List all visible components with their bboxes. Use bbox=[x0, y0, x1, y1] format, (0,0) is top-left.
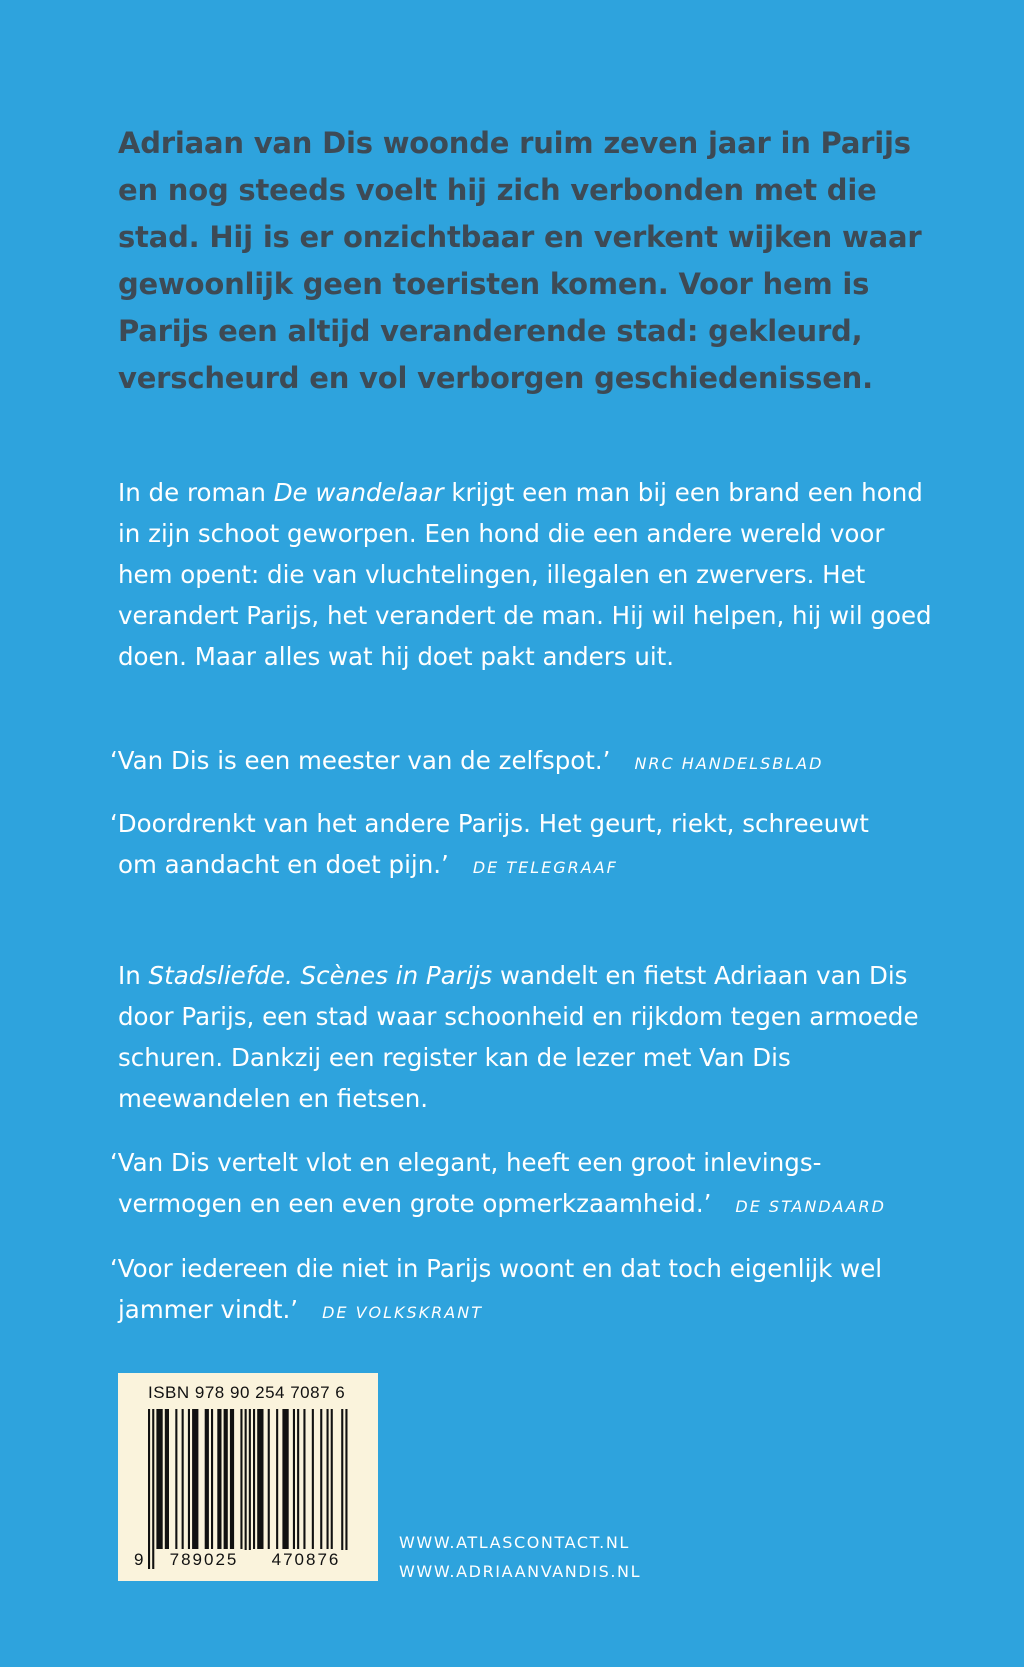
quote-text-line1: ‘Doordrenkt van het andere Parijs. Het geurt, riekt, schreeuwt bbox=[110, 809, 869, 838]
quote-volkskrant bbox=[110, 1248, 940, 1333]
barcode-bar bbox=[253, 1409, 255, 1549]
barcode-bar bbox=[327, 1409, 329, 1549]
barcode-bar bbox=[217, 1409, 221, 1549]
barcode-bar bbox=[257, 1409, 263, 1549]
book1-title: De wandelaar bbox=[273, 478, 444, 507]
websites bbox=[399, 1528, 641, 1586]
quote-text: ‘Van Dis is een meester van de zelfspot.’ bbox=[110, 746, 611, 775]
quote-text-line1: ‘Voor iedereen die niet in Parijs woont en dat toch eigenlijk wel bbox=[110, 1254, 883, 1283]
barcode-bar bbox=[331, 1409, 333, 1549]
quote-source: DE VOLKSKRANT bbox=[322, 1303, 483, 1322]
quote-telegraaf bbox=[110, 803, 940, 888]
barcode-bar bbox=[188, 1409, 190, 1549]
barcode-bar bbox=[345, 1409, 347, 1569]
barcode-bar bbox=[245, 1409, 247, 1569]
quote-source: DE TELEGRAAF bbox=[472, 858, 618, 877]
barcode-bar bbox=[152, 1409, 154, 1569]
ean-right-digits: 470876 bbox=[258, 1550, 354, 1570]
barcode-bar bbox=[211, 1409, 213, 1549]
barcode-bar bbox=[320, 1409, 322, 1549]
website-adriaanvandis[interactable]: WWW.ADRIAANVANDIS.NL bbox=[399, 1562, 642, 1581]
book2-prefix: In bbox=[118, 961, 149, 990]
barcode-bar bbox=[205, 1409, 209, 1549]
barcode-bar bbox=[341, 1409, 343, 1569]
barcode-bar bbox=[192, 1409, 198, 1549]
ean-left-digits: 789025 bbox=[156, 1550, 252, 1570]
barcode-bar bbox=[312, 1409, 314, 1549]
quote-source: DE STANDAARD bbox=[735, 1197, 886, 1216]
barcode bbox=[118, 1373, 378, 1581]
barcode-bar bbox=[165, 1409, 169, 1549]
quote-text-line2: vermogen en een even grote opmerkzaamheid.’ bbox=[118, 1189, 712, 1218]
quote-text-line2: jammer vindt.’ bbox=[118, 1295, 299, 1324]
quote-nrc bbox=[110, 740, 940, 784]
barcode-bar bbox=[303, 1409, 305, 1549]
barcode-bar bbox=[182, 1409, 184, 1549]
barcode-bar bbox=[249, 1409, 251, 1569]
book1-description bbox=[118, 472, 938, 677]
book1-prefix: In de roman bbox=[118, 478, 274, 507]
book2-suffix: wandelt en fietst Adriaan van Dis door Parijs, een stad waar schoonheid en rijkdom tegen armoede schuren. Dankzij een register kan de lezer met Van Dis meewandelen en fietsen. bbox=[118, 961, 919, 1113]
barcode-bar bbox=[224, 1409, 228, 1549]
book1-suffix: krijgt een man bij een brand een hond in zijn schoot geworpen. Een hond die een andere wereld voor hem opent: die van vluchtelingen, illegalen en zwervers. Het verandert Parijs, het verandert de man. Hij wil helpen, hij wil goed doen. Maar alles wat hij doet pakt anders uit. bbox=[118, 478, 932, 671]
quote-text-line2: om aandacht en doet pijn.’ bbox=[118, 850, 449, 879]
barcode-bar bbox=[297, 1409, 299, 1549]
barcode-bar bbox=[230, 1409, 234, 1549]
quote-standaard bbox=[110, 1142, 940, 1227]
barcode-bar bbox=[240, 1409, 242, 1549]
quote-source: NRC HANDELSBLAD bbox=[634, 754, 824, 773]
barcode-bar bbox=[276, 1409, 278, 1549]
ean-first-digit: 9 bbox=[134, 1550, 144, 1569]
book2-description bbox=[118, 955, 938, 1119]
website-atlascontact[interactable]: WWW.ATLASCONTACT.NL bbox=[399, 1533, 630, 1552]
intro-paragraph: Adriaan van Dis woonde ruim zeven jaar in Parijs en nog steeds voelt hij zich verbonden met die stad. Hij is er onzichtbaar en verkent wijken waar gewoonlijk geen toeristen komen. Voor hem is Parijs een altijd veranderende stad: gekleurd, verscheurd en vol verborgen geschiedenissen. bbox=[118, 126, 922, 395]
barcode-bar bbox=[268, 1409, 270, 1549]
barcode-bar bbox=[148, 1409, 150, 1569]
quote-text-line1: ‘Van Dis vertelt vlot en elegant, heeft een groot inlevings- bbox=[110, 1148, 822, 1177]
barcode-bar bbox=[175, 1409, 177, 1549]
barcode-bar bbox=[282, 1409, 288, 1549]
barcode-bar bbox=[156, 1409, 162, 1549]
book2-title: Stadsliefde. Scènes in Parijs bbox=[148, 961, 493, 990]
barcode-bar bbox=[293, 1409, 295, 1549]
isbn-label: ISBN 978 90 254 7087 6 bbox=[148, 1383, 346, 1402]
